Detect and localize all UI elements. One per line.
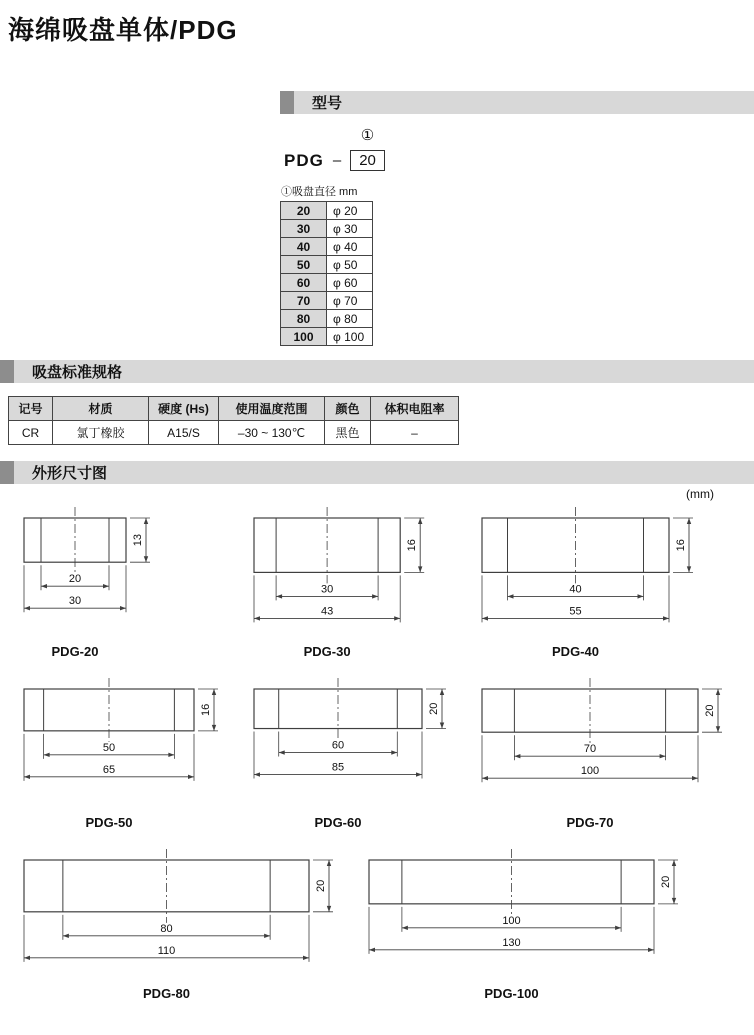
dimension-drawing-PDG-60 <box>240 673 468 813</box>
svg-text:40: 40 <box>569 583 582 596</box>
diameter-row <box>281 292 373 310</box>
section-marker-square <box>280 91 294 114</box>
circled-number-1: ① <box>360 127 375 144</box>
drawing-PDG-70 <box>468 673 744 830</box>
diameter-row <box>281 310 373 328</box>
diameter-code-cell: 20 <box>281 202 327 220</box>
model-code-value: 20 <box>350 150 385 171</box>
svg-text:110: 110 <box>157 944 176 957</box>
diameter-row <box>281 220 373 238</box>
spec-cell: 黑色 <box>325 421 371 445</box>
spec-header-cell: 颜色 <box>325 397 371 421</box>
drawing-caption: PDG-100 <box>484 986 539 1001</box>
spec-header-cell: 使用温度范围 <box>219 397 325 421</box>
svg-text:13: 13 <box>132 533 144 547</box>
diameter-code-cell: 70 <box>281 292 327 310</box>
diameter-table <box>280 201 373 346</box>
dimension-drawing-PDG-40 <box>468 502 744 642</box>
diameter-table-body <box>281 202 373 346</box>
diameter-value-cell: φ 40 <box>327 238 373 256</box>
svg-text:16: 16 <box>675 539 687 552</box>
svg-text:55: 55 <box>569 605 582 618</box>
spec-table-body <box>9 421 459 445</box>
diameter-code-cell: 60 <box>281 274 327 292</box>
spec-section-title: 吸盘标准规格 <box>32 364 123 381</box>
dims-section <box>0 461 754 1001</box>
diameter-code-cell: 40 <box>281 238 327 256</box>
model-section-title: 型号 <box>312 95 343 112</box>
model-code-dash: – <box>332 152 342 169</box>
dimension-drawing-PDG-20 <box>10 502 240 642</box>
drawing-PDG-80 <box>10 844 355 1001</box>
diameter-code-cell: 30 <box>281 220 327 238</box>
spec-table <box>8 396 459 445</box>
drawings-row <box>10 844 744 1001</box>
spec-header-cell: 硬度 (Hs) <box>149 397 219 421</box>
diameter-value-cell: φ 100 <box>327 328 373 346</box>
page-title: 海绵吸盘单体/PDG <box>8 15 238 45</box>
svg-text:16: 16 <box>406 539 419 552</box>
dimension-drawing-PDG-100 <box>355 844 700 984</box>
drawing-PDG-50 <box>10 673 240 830</box>
diameter-value-cell: φ 80 <box>327 310 373 328</box>
drawing-PDG-40 <box>468 502 744 659</box>
diameter-row <box>281 274 373 292</box>
model-code-box-wrap <box>350 127 385 171</box>
svg-text:20: 20 <box>704 704 716 717</box>
dimension-drawing-PDG-70 <box>468 673 744 813</box>
spec-cell: 氯丁橡胶 <box>53 421 149 445</box>
diameter-code-cell: 50 <box>281 256 327 274</box>
diameter-code-cell: 100 <box>281 328 327 346</box>
svg-text:43: 43 <box>320 605 334 618</box>
drawing-PDG-100 <box>355 844 700 1001</box>
svg-text:30: 30 <box>320 583 334 596</box>
drawing-caption: PDG-60 <box>314 815 362 830</box>
dimension-drawing-PDG-30 <box>240 502 468 642</box>
svg-text:16: 16 <box>200 703 212 717</box>
model-code <box>284 127 754 171</box>
spec-cell: –30 ~ 130℃ <box>219 421 325 445</box>
diameter-row <box>281 328 373 346</box>
model-section-bar <box>280 91 754 114</box>
svg-text:50: 50 <box>102 741 116 754</box>
diameter-value-cell: φ 70 <box>327 292 373 310</box>
drawings-row <box>10 502 744 659</box>
svg-text:100: 100 <box>580 765 600 778</box>
svg-text:80: 80 <box>160 922 173 935</box>
spec-section-bar <box>0 360 754 383</box>
spec-header-cell: 体积电阻率 <box>371 397 459 421</box>
svg-text:20: 20 <box>660 875 672 889</box>
drawings-area <box>0 484 754 1001</box>
dimension-drawing-PDG-50 <box>10 673 240 813</box>
section-marker-square <box>0 461 14 484</box>
diameter-table-caption: ①吸盘直径 mm <box>281 186 358 198</box>
spec-header-cell: 记号 <box>9 397 53 421</box>
diameter-row <box>281 238 373 256</box>
drawing-PDG-30 <box>240 502 468 659</box>
spec-row <box>9 421 459 445</box>
model-section <box>280 91 754 346</box>
svg-text:65: 65 <box>102 763 116 776</box>
svg-text:85: 85 <box>331 761 345 774</box>
diameter-code-cell: 80 <box>281 310 327 328</box>
diameter-row <box>281 256 373 274</box>
drawing-caption: PDG-70 <box>566 815 614 830</box>
spec-cell: CR <box>9 421 53 445</box>
diameter-value-cell: φ 20 <box>327 202 373 220</box>
dims-section-title: 外形尺寸图 <box>32 465 108 482</box>
svg-text:20: 20 <box>428 702 440 715</box>
svg-text:30: 30 <box>68 595 82 608</box>
svg-text:20: 20 <box>315 879 327 893</box>
diameter-value-cell: φ 60 <box>327 274 373 292</box>
drawing-PDG-60 <box>240 673 468 830</box>
svg-text:20: 20 <box>68 573 82 586</box>
spec-section <box>0 360 754 445</box>
diameter-row <box>281 202 373 220</box>
drawings-row <box>10 673 744 830</box>
svg-text:60: 60 <box>331 739 345 752</box>
dims-unit-label: (mm) <box>686 487 714 501</box>
spec-cell: A15/S <box>149 421 219 445</box>
svg-text:70: 70 <box>583 743 597 756</box>
spec-header-cell: 材质 <box>53 397 149 421</box>
diameter-value-cell: φ 30 <box>327 220 373 238</box>
drawing-caption: PDG-50 <box>85 815 133 830</box>
drawing-caption: PDG-20 <box>51 644 99 659</box>
spec-cell: – <box>371 421 459 445</box>
svg-text:100: 100 <box>502 914 521 927</box>
drawing-PDG-20 <box>10 502 240 659</box>
dims-section-bar <box>0 461 754 501</box>
dimension-drawing-PDG-80 <box>10 844 355 984</box>
section-marker-square <box>0 360 14 383</box>
drawing-caption: PDG-30 <box>303 644 351 659</box>
diameter-value-cell: φ 50 <box>327 256 373 274</box>
svg-text:130: 130 <box>502 936 521 949</box>
model-code-prefix: PDG <box>284 150 324 170</box>
spec-table-header-row <box>9 397 459 421</box>
drawing-caption: PDG-80 <box>143 986 190 1001</box>
drawing-caption: PDG-40 <box>552 644 599 659</box>
